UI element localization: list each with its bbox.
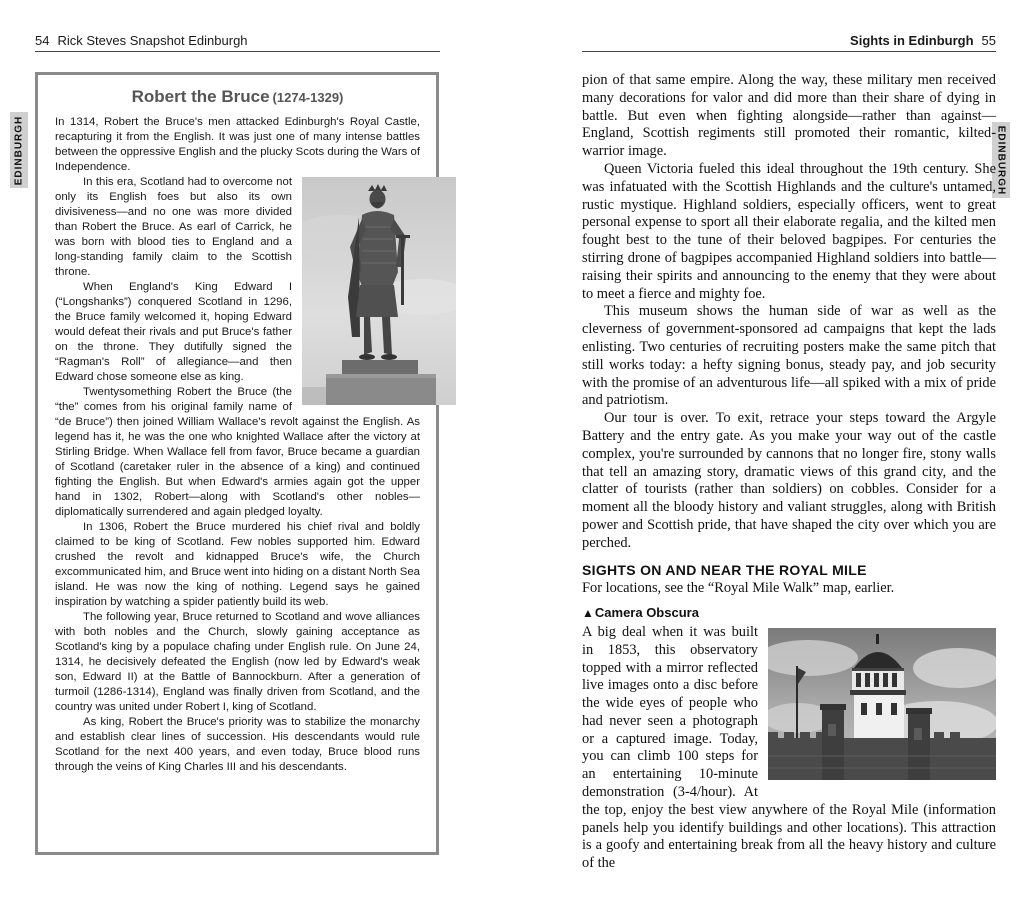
body-paragraph: pion of that same empire. Along the way, these military men received many decorations for valor and did more than their share of dying in battle. But even when fighting alongside—rather than against—England, Scottish regiments still promoted their romantic, kilted-warrior image. xyxy=(582,72,996,160)
body-paragraph: This museum shows the human side of war as well as the cleverness of government-sponsored ad campaigns that kept the lads enlisting. Two centuries of recruiting posters make the same pitch that still works today: a hefty signing bonus, steady pay, and job security with the promise of an adventurous life—all spiked with a mix of pride and patriotism. xyxy=(582,303,996,409)
main-text-column xyxy=(582,72,996,873)
sidebar-paragraph: In 1314, Robert the Bruce's men attacked Edinburgh's Royal Castle, recapturing it from the English. It was just one of many intense battles between the oppressive English and the plucky Scots during the Wars of Independence. xyxy=(55,116,420,173)
thumb-tab-label: EDINBURGH xyxy=(13,115,25,185)
section-heading: SIGHTS ON AND NEAR THE ROYAL MILE xyxy=(582,561,867,578)
robert-the-bruce-sidebar xyxy=(35,72,439,855)
sidebar-title xyxy=(55,87,420,107)
sidebar-paragraph: As king, Robert the Bruce's priority was to stabilize the monarchy and establish clear lines of succession. His descendants would rule Scotland for the next 400 years, and even today, Bruce blood runs through the veins of King Charles III and his descendants. xyxy=(55,716,420,773)
body-paragraph: Our tour is over. To exit, retrace your steps toward the Argyle Battery and the entry gate. As you make your way out of the castle complex, you're surrounded by cannons that no longer fire, stony walls that tell an amazing story, dramatic views of this grand city, and the clatter of tourists (rather than soldiers) on cobbles. Consider for a moment all the bloody history and valiant struggles, along with British power and Scottish pride, that have shaped the city over which you are perched. xyxy=(582,410,996,551)
running-head-right xyxy=(582,30,996,52)
right-page xyxy=(510,0,1020,907)
running-head-left xyxy=(35,30,440,52)
sidebar-paragraph: The following year, Bruce returned to Scotland and wove alliances with both nobles and the Church, slowly gaining acceptance as Scotland's king by a populace chafing under English rule. On June 24, 1314, he decisively defeated the English (now led by Edward's weak son, Edward II) at the Battle of Bannockburn. After a generation of turmoil (1286-1314), England was finally driven from Scotland, and the country was united under Robert I, king of Scotland. xyxy=(55,611,420,713)
sight-description: A big deal when it was built in 1853, this observatory topped with a mirror reflected live images onto a disc before the wide eyes of people who had never seen a photograph or a captured image. Today, you can climb 100 steps for an entertaining 10-minute demonstration (3-4/hour). At the top, enjoy the best view anywhere of the Royal Mile (information panels help you identify buildings and other locations). This attraction is a goofy and entertaining break from all the heavy history and culture of the xyxy=(582,623,996,872)
triangle-rating-icon: ▲ xyxy=(582,606,594,621)
sight-heading xyxy=(582,604,996,623)
body-paragraph: Queen Victoria fueled this ideal throughout the 19th century. She was infatuated with the Scottish Highlands and the culture's untamed, rustic mystique. Highland soldiers, especially officers, went to great personal expense to sport all their elaborate regalia, and the kilted men fought best to the tune of their beloved bagpipes. For centuries the stirring drone of bagpipes accompanied Highland soldiers into battle—raising their spirits and announcing to the enemy that they were about to meet a fierce and mighty foe. xyxy=(582,160,996,302)
sight-name: Camera Obscura xyxy=(594,605,699,621)
sidebar-paragraph: In 1306, Robert the Bruce murdered his chief rival and boldly claimed to be king of Scotland. Few nobles supported him. Edward crushed the revolt and kidnapped Bruce's wife, the Church excommunicated him, and Bruce went into hiding on a distant North Sea island. He was now the king of nothing. Legend says he gained inspiration by watching a spider patiently build its web. xyxy=(55,521,420,608)
section-intro: For locations, see the “Royal Mile Walk” map, earlier. xyxy=(582,580,895,597)
robert-the-bruce-statue-photo xyxy=(302,177,456,405)
thumb-tab-left xyxy=(10,112,28,188)
page-number: 54 xyxy=(35,33,50,48)
camera-obscura-photo xyxy=(768,628,996,780)
sidebar-title-years: (1274-1329) xyxy=(272,90,344,105)
sidebar-paragraph: Twentysomething Robert the Bruce (the “the” comes from his original family name of “de Bruce”) then joined William Wallace's revolt against the English. As legend has it, he was the one who knighted Wallace after the victory at Stirling Bridge. When Wallace fell from favor, Bruce became a guardian of Scotland (caretaker ruler in the absence of a king) and continued fighting the English. But when Edward's armies again got the upper hand in 1302, Robert—along with Scotland's other nobles—diplomatically surrendered and again pledged loyalty. xyxy=(55,386,420,518)
running-title: Rick Steves Snapshot Edinburgh xyxy=(57,33,248,48)
sidebar-title-text: Robert the Bruce xyxy=(131,87,270,106)
thumb-tab-label: EDINBURGH xyxy=(995,125,1007,195)
page-number: 55 xyxy=(981,33,996,48)
sidebar-paragraph: In this era, Scotland had to overcome not only its English foes but also its own divisiveness—and no one was more divided than Robert the Bruce. As earl of Carrick, he was born with blood ties to England and a long-standing family claim to the Scottish throne. xyxy=(55,176,292,278)
sidebar-body xyxy=(55,115,420,775)
running-title: Sights in Edinburgh xyxy=(850,33,974,48)
sidebar-paragraph: When England's King Edward I (“Longshanks”) conquered Scotland in 1296, the Bruce family welcomed it, hoping Edward would defeat their rivals and put Bruce's father on the throne. They dutifully signed the “Ragman's Roll” of allegiance—and then Edward chose someone else as king. xyxy=(55,281,292,383)
